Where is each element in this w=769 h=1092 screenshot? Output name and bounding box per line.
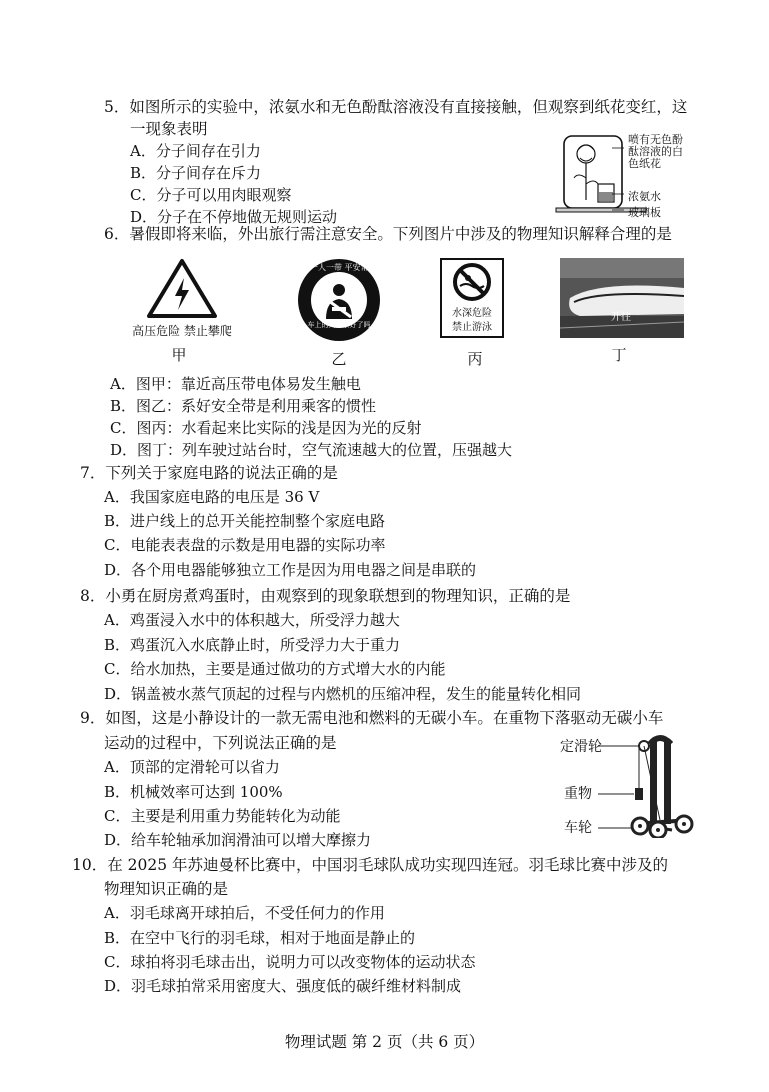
q5-option-b: B．分子间存在斥力: [130, 164, 262, 182]
sign-yi-bottom-text: 车上的人都系好了吗: [307, 321, 371, 329]
q7-option-c: C．电能表表盘的示数是用电器的实际功率: [104, 536, 386, 554]
sign-yi-top-text: 一人一带 平安常在: [310, 263, 377, 272]
q7-stem: 7．下列关于家庭电路的说法正确的是: [80, 464, 338, 482]
q8-stem: 8．小勇在厨房煮鸡蛋时，由观察到的现象联想到的物理知识，正确的是: [80, 587, 571, 605]
q5-option-d: D．分子在不停地做无规则运动: [130, 208, 338, 226]
sign-jia-text: 高压危险 禁止攀爬: [132, 324, 232, 338]
q7-option-d: D．各个用电器能够独立工作是因为用电器之间是串联的: [104, 561, 477, 579]
q9-option-d: D．给车轮轴承加润滑油可以增大摩擦力: [104, 831, 372, 849]
q5-option-a: A．分子间存在引力: [130, 142, 261, 160]
q9-stem-line2: 运动的过程中，下列说法正确的是: [104, 734, 337, 752]
high-speed-train-photo: [560, 258, 684, 338]
q8-option-c: C．给水加热，主要是通过做功的方式增大水的内能: [104, 660, 446, 678]
caption-yi: 乙: [331, 350, 347, 368]
label-glass-plate: 玻璃板: [628, 206, 661, 219]
q9-option-c: C．主要是利用重力势能转化为动能: [104, 807, 341, 825]
q8-option-d: D．锅盖被水蒸气顶起的过程与内燃机的压缩冲程，发生的能量转化相同: [104, 685, 582, 703]
q6-option-d: D．图丁：列车驶过站台时，空气流速越大的位置，压强越大: [110, 441, 513, 459]
q10-stem-line1: 10．在 2025 年苏迪曼杯比赛中，中国羽毛球队成功实现四连冠。羽毛球比赛中涉及的: [72, 856, 669, 874]
label-fixed-pulley: 定滑轮: [560, 739, 602, 755]
caption-jia: 甲: [171, 346, 187, 364]
q5-stem-line2: 一现象表明: [130, 120, 208, 138]
label-ammonia: 浓氨水: [628, 190, 661, 203]
caption-ding: 丁: [611, 346, 627, 364]
page-footer: 物理试题 第 2 页（共 6 页）: [284, 1033, 485, 1051]
sign-ding-text: 开往: [611, 312, 631, 323]
q10-stem-line2: 物理知识正确的是: [104, 880, 229, 898]
sign-bing-line1: 水深危险: [452, 308, 492, 319]
label-weight: 重物: [564, 786, 592, 802]
caption-bing: 丙: [467, 350, 483, 368]
q7-option-a: A．我国家庭电路的电压是 36 V: [104, 488, 320, 506]
sign-bing-line2: 禁止游泳: [452, 322, 492, 333]
q8-option-b: B．鸡蛋沉入水底静止时，所受浮力大于重力: [104, 636, 401, 654]
q10-option-a: A．羽毛球离开球拍后，不受任何力的作用: [104, 904, 385, 922]
q7-option-b: B．进户线上的总开关能控制整个家庭电路: [104, 512, 386, 530]
q10-option-d: D．羽毛球拍常采用密度大、强度低的碳纤维材料制成: [104, 977, 462, 995]
q10-option-b: B．在空中飞行的羽毛球，相对于地面是静止的: [104, 929, 416, 947]
q6-stem: 6．暑假即将来临，外出旅行需注意安全。下列图片中涉及的物理知识解释合理的是: [104, 225, 672, 243]
label-wheel: 车轮: [564, 820, 592, 836]
q5-option-c: C．分子可以用肉眼观察: [130, 186, 292, 204]
q8-option-a: A．鸡蛋浸入水中的体积越大，所受浮力越大: [104, 611, 400, 629]
q6-option-a: A．图甲：靠近高压带电体易发生触电: [110, 375, 361, 393]
carbon-free-car-figure: [598, 730, 702, 838]
q6-option-c: C．图丙：水看起来比实际的浅是因为光的反射: [110, 419, 422, 437]
q9-option-b: B．机械效率可达到 100%: [104, 783, 283, 801]
label-paper-flower: 喷有无色酚酞溶液的白色纸花: [628, 133, 683, 170]
high-voltage-warning-icon: [146, 258, 218, 320]
q9-stem-line1: 9．如图，这是小静设计的一款无需电池和燃料的无碳小车。在重物下落驱动无碳小车: [80, 709, 664, 727]
q10-option-c: C．球拍将羽毛球击出，说明力可以改变物体的运动状态: [104, 953, 476, 971]
q5-stem-line1: 5．如图所示的实验中，浓氨水和无色酚酞溶液没有直接接触，但观察到纸花变红，这: [104, 98, 688, 116]
q6-option-b: B．图乙：系好安全带是利用乘客的惯性: [110, 397, 377, 415]
q9-option-a: A．顶部的定滑轮可以省力: [104, 758, 280, 776]
